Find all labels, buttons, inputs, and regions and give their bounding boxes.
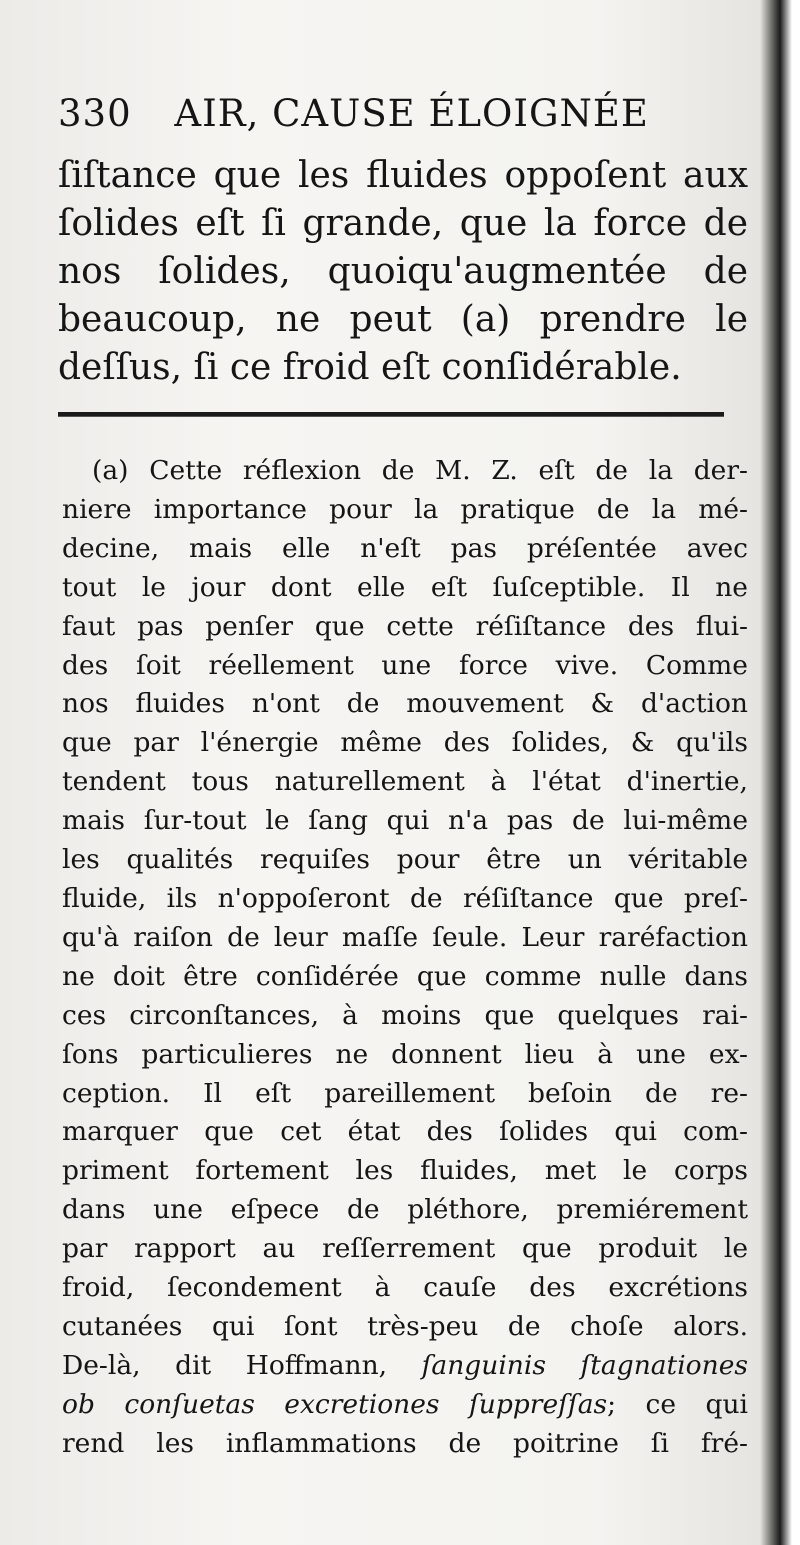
footnote-line: mais ſur-tout le ſang qui n'a pas de lui-même bbox=[62, 805, 748, 837]
running-title: AIR, CAUSE ÉLOIGNÉE bbox=[174, 92, 649, 135]
footnote-separator-rule bbox=[58, 412, 724, 417]
footnote bbox=[62, 452, 748, 1464]
footnote-line: par rapport au reſſerrement que produit le bbox=[62, 1233, 748, 1265]
footnote-line: ces circonſtances, à moins que quelques rai- bbox=[62, 999, 748, 1031]
main-text bbox=[58, 152, 748, 392]
latin-continuation: ; ce qui bbox=[607, 1388, 748, 1420]
footnote-line: decine, mais elle n'eſt pas préſentée avec bbox=[62, 532, 748, 564]
footnote-line: marquer que cet état des ſolides qui com- bbox=[62, 1116, 748, 1148]
footnote-line-hoffmann bbox=[62, 1347, 748, 1386]
main-text-line: beaucoup, ne peut (a) prendre le bbox=[58, 299, 748, 340]
main-text-line: ſiſtance que les fluides oppoſent aux bbox=[58, 155, 748, 196]
footnote-line: des ſoit réellement une force vive. Comme bbox=[62, 649, 748, 681]
main-text-line: ſolides eſt ſi grande, que la force de bbox=[58, 203, 748, 244]
footnote-line: ſons particulieres ne donnent lieu à une ex- bbox=[62, 1038, 748, 1070]
hoffmann-intro: De-là, dit Hoffmann, bbox=[62, 1349, 388, 1381]
footnote-line: que par l'énergie même des ſolides, & qu'ils bbox=[62, 727, 748, 759]
footnote-line: nos fluides n'ont de mouvement & d'action bbox=[62, 688, 748, 720]
footnote-line: cutanées qui ſont très-peu de choſe alors. bbox=[62, 1310, 748, 1342]
main-text-line: nos ſolides, quoiqu'augmentée de bbox=[58, 251, 748, 292]
footnote-line: ception. Il eſt pareillement beſoin de re- bbox=[62, 1077, 748, 1109]
footnote-line: priment fortement les fluides, met le corps bbox=[62, 1155, 748, 1187]
footnote-line: froid, ſecondement à cauſe des excrétions bbox=[62, 1272, 748, 1304]
footnote-line: (a) Cette réflexion de M. Z. eſt de la der- bbox=[92, 455, 748, 486]
footnote-line: qu'à raiſon de leur maſſe ſeule. Leur raréfaction bbox=[62, 921, 748, 953]
footnote-line: ne doit être conſidérée que comme nulle dans bbox=[62, 960, 748, 992]
footnote-line: faut pas penſer que cette réſiſtance des flui- bbox=[62, 610, 748, 642]
footnote-line-latin bbox=[62, 1386, 748, 1425]
footnote-line: tout le jour dont elle eſt ſuſceptible. Il ne bbox=[62, 571, 748, 603]
footnote-line: les qualités requiſes pour être un véritable bbox=[62, 844, 748, 876]
footnote-line: tendent tous naturellement à l'état d'inertie, bbox=[62, 766, 748, 798]
footnote-line: fluide, ils n'oppoſeront de réſiſtance que preſ- bbox=[62, 882, 748, 914]
page-number: 330 bbox=[58, 92, 132, 135]
running-header bbox=[58, 92, 748, 135]
latin-quote: ſanguinis ſtagnationes bbox=[421, 1349, 748, 1381]
footnote-line: dans une eſpece de pléthore, premiérement bbox=[62, 1194, 748, 1226]
main-text-line: deſſus, ſi ce froid eſt conſidérable. bbox=[58, 347, 682, 388]
footnote-line: niere importance pour la pratique de la mé- bbox=[62, 493, 748, 525]
latin-quote: ob conſuetas excretiones ſuppreſſas bbox=[62, 1388, 608, 1420]
footnote-line: rend les inflammations de poitrine ſi fré- bbox=[62, 1427, 748, 1459]
